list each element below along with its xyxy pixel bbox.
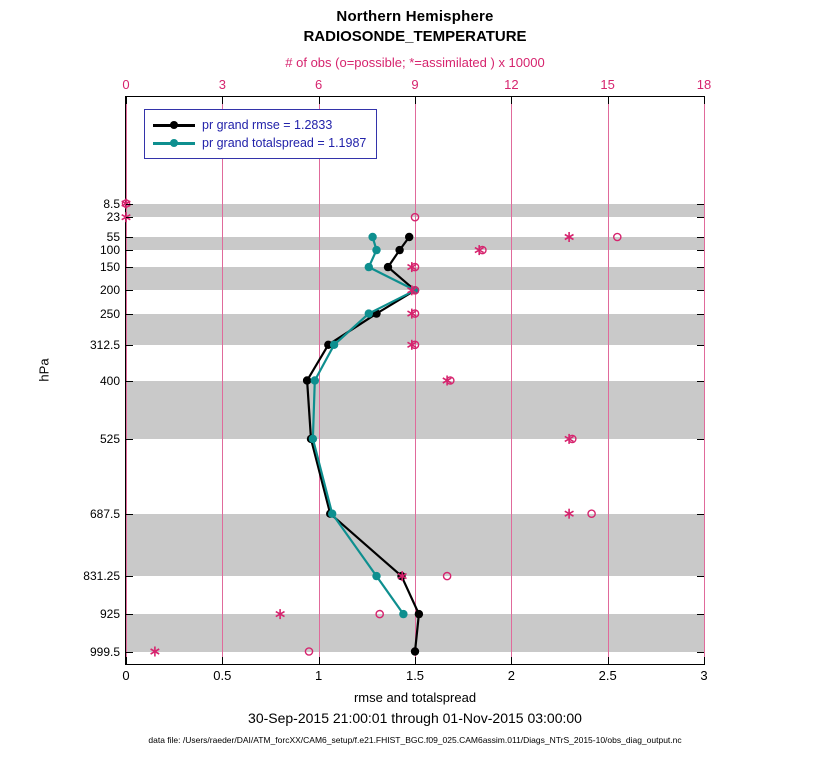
y-tick-mark: [697, 217, 704, 218]
x-tick-label: 0: [122, 668, 130, 683]
y-tick-label: 831.25: [83, 569, 120, 584]
x-tick-label-top: 6: [315, 77, 323, 92]
y-tick-mark: [697, 314, 704, 315]
y-tick-label: 999.5: [89, 644, 120, 659]
x-tick-mark-top: [704, 97, 705, 104]
legend: [144, 109, 377, 159]
series-point: [311, 376, 319, 384]
x-tick-label-top: 0: [122, 77, 130, 92]
obs-assimilated-marker: [565, 232, 574, 242]
y-tick-label: 687.5: [89, 506, 120, 521]
chart-title: [0, 8, 830, 45]
y-tick-label: 8.5: [103, 196, 120, 211]
series-point: [303, 376, 311, 384]
x-tick-mark-top: [319, 97, 320, 104]
x-tick-mark-top: [608, 97, 609, 104]
plot-area: [83, 77, 712, 683]
series-overlay: [126, 97, 704, 664]
series-line: [313, 237, 415, 614]
x-tick-label: 2: [507, 668, 515, 683]
time-range-caption: 30-Sep-2015 21:00:01 through 01-Nov-2015 03:00:00: [248, 710, 582, 726]
y-tick-mark: [697, 237, 704, 238]
y-tick-mark: [126, 381, 133, 382]
obs-possible-marker: [411, 214, 418, 221]
y-tick-mark: [697, 267, 704, 268]
obs-assimilated-marker: [565, 509, 574, 519]
chart-title-line1: Northern Hemisphere: [336, 8, 494, 25]
y-tick-mark: [126, 345, 133, 346]
x-tick-label-top: 3: [218, 77, 226, 92]
series-point: [309, 435, 317, 443]
x-tick-mark: [415, 657, 416, 664]
y-tick-mark: [126, 314, 133, 315]
series-line: [307, 237, 419, 652]
x-tick-label-top: 15: [600, 77, 615, 92]
chart-title-line2: RADIOSONDE_TEMPERATURE: [303, 28, 527, 45]
legend-label-totalspread: pr grand totalspread = 1.1987: [202, 136, 367, 150]
y-tick-mark: [126, 576, 133, 577]
y-tick-label: 525: [99, 431, 120, 446]
y-tick-mark: [126, 267, 133, 268]
x-tick-mark-top: [126, 97, 127, 104]
y-tick-mark: [126, 614, 133, 615]
x-tick-mark: [608, 657, 609, 664]
x-tick-label-top: 18: [696, 77, 712, 92]
data-file-caption: data file: /Users/raeder/DAI/ATM_forcXX/CAM6_setup/f.e21.FHIST_BGC.f09_025.CAM6assim.011/Diags_NTrS_2015-10/obs_diag_output.nc: [148, 735, 682, 745]
y-tick-mark: [126, 204, 133, 205]
y-tick-mark: [697, 204, 704, 205]
series-point: [372, 572, 380, 580]
y-tick-mark: [697, 345, 704, 346]
y-tick-mark: [126, 217, 133, 218]
x-tick-label: 2.5: [598, 668, 617, 683]
gridline-vertical: [704, 97, 705, 664]
y-tick-label: 200: [99, 283, 120, 298]
series-point: [368, 233, 376, 241]
top-axis-title: # of obs (o=possible; *=assimilated ) x 10000: [285, 55, 545, 70]
series-point: [395, 246, 403, 254]
x-tick-label-top: 9: [411, 77, 419, 92]
x-tick-mark: [704, 657, 705, 664]
series-point: [411, 647, 419, 655]
series-point: [372, 246, 380, 254]
x-axis-title: rmse and totalspread: [353, 690, 477, 705]
obs-possible-marker: [376, 611, 383, 618]
y-tick-label: 312.5: [89, 337, 120, 352]
legend-item: [153, 134, 366, 152]
x-tick-label: 1.5: [405, 668, 425, 683]
x-tick-mark: [222, 657, 223, 664]
legend-swatch-totalspread: [153, 137, 195, 149]
y-tick-mark: [126, 652, 133, 653]
y-tick-label: 55: [106, 230, 120, 245]
x-tick-mark-top: [511, 97, 512, 104]
obs-possible-marker: [305, 648, 312, 655]
series-point: [365, 309, 373, 317]
series-point: [415, 610, 423, 618]
y-tick-mark: [126, 439, 133, 440]
series-point: [399, 610, 407, 618]
y-tick-label: 400: [99, 373, 120, 388]
obs-possible-marker: [444, 573, 451, 580]
y-tick-mark: [697, 250, 704, 251]
y-tick-mark: [697, 290, 704, 291]
y-tick-label: 250: [99, 306, 120, 321]
obs-possible-marker: [588, 510, 595, 517]
obs-assimilated-marker: [276, 609, 285, 619]
x-tick-mark: [126, 657, 127, 664]
y-tick-mark: [697, 381, 704, 382]
y-tick-mark: [697, 439, 704, 440]
legend-label-rmse: pr grand rmse = 1.2833: [202, 118, 333, 132]
y-tick-mark: [126, 250, 133, 251]
series-point: [328, 510, 336, 518]
y-tick-mark: [697, 576, 704, 577]
x-tick-label-top: 12: [504, 77, 519, 92]
legend-item: [153, 116, 366, 134]
y-tick-mark: [697, 614, 704, 615]
y-axis-title: hPa: [36, 358, 52, 382]
x-tick-label: 3: [700, 668, 708, 683]
series-point: [365, 263, 373, 271]
x-tick-label: 0.5: [213, 668, 232, 683]
series-point: [405, 233, 413, 241]
x-tick-mark-top: [415, 97, 416, 104]
x-tick-label: 1: [315, 668, 323, 683]
y-tick-label: 925: [99, 607, 120, 622]
y-tick-label: 100: [99, 243, 120, 258]
x-tick-mark: [319, 657, 320, 664]
y-tick-label: 150: [99, 260, 120, 275]
y-tick-label: 23: [106, 210, 120, 225]
x-tick-mark-top: [222, 97, 223, 104]
series-point: [384, 263, 392, 271]
obs-possible-marker: [614, 233, 621, 240]
y-tick-mark: [697, 652, 704, 653]
y-tick-mark: [126, 237, 133, 238]
x-tick-mark: [511, 657, 512, 664]
series-point: [330, 341, 338, 349]
y-tick-mark: [697, 514, 704, 515]
y-tick-mark: [126, 514, 133, 515]
y-tick-mark: [126, 290, 133, 291]
legend-swatch-rmse: [153, 119, 195, 131]
obs-assimilated-marker: [151, 647, 160, 657]
